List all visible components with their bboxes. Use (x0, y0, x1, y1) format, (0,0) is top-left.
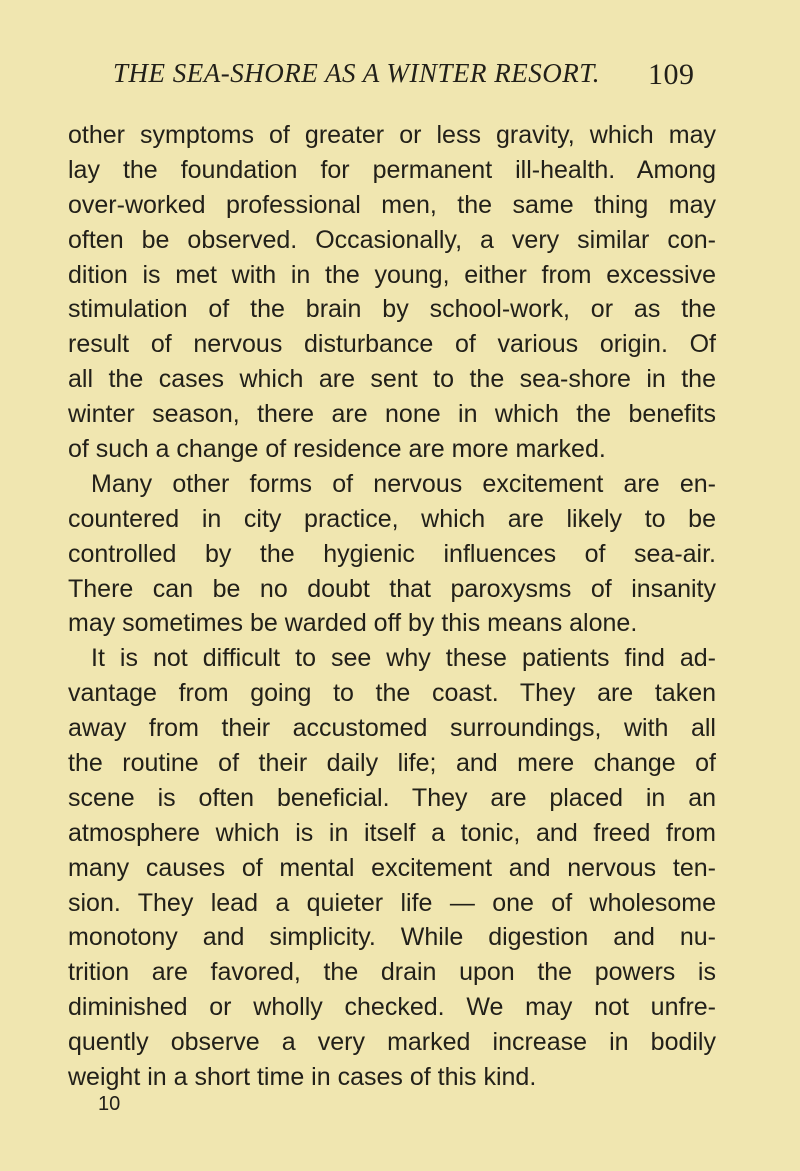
text-line: over-worked professional men, the same thing may (68, 190, 716, 219)
text-line: quently observe a very marked increase in bodily (68, 1028, 716, 1057)
text-line: may sometimes be warded off by this means alone. (68, 609, 638, 638)
text-line: monotony and simplicity. While digestion and nu- (68, 923, 716, 952)
text-line: other symptoms of greater or less gravity, which may (68, 121, 716, 149)
text-line: There can be no doubt that paroxysms of insanity (68, 574, 716, 603)
text-line: the routine of their daily life; and mere change of (68, 749, 716, 778)
text-line: dition is met with in the young, either from excessive (68, 260, 716, 289)
text-line: It is not difficult to see why these patients find ad- (91, 644, 716, 673)
text-line: weight in a short time in cases of this kind. (68, 1063, 537, 1092)
text-line: vantage from going to the coast. They are taken (68, 679, 716, 708)
text-line: lay the foundation for permanent ill-health. Among (68, 155, 716, 184)
text-line: scene is often beneficial. They are placed in an (68, 783, 716, 812)
text-line: controlled by the hygienic influences of sea-air. (68, 539, 716, 568)
text-line: sion. They lead a quieter life — one of wholesome (68, 888, 716, 917)
text-line: Many other forms of nervous excitement are en- (91, 469, 716, 498)
running-head (113, 58, 713, 98)
text-line: all the cases which are sent to the sea-shore in the (68, 365, 716, 394)
text-line: of such a change of residence are more marked. (68, 435, 606, 464)
page-number: 109 (648, 58, 695, 91)
text-line: atmosphere which is in itself a tonic, and freed from (68, 818, 716, 847)
text-line: many causes of mental excitement and nervous ten- (68, 853, 716, 882)
text-line: winter season, there are none in which the benefits (68, 400, 716, 429)
running-title: THE SEA-SHORE AS A WINTER RESORT. (113, 58, 600, 88)
text-line: countered in city practice, which are likely to be (68, 504, 716, 533)
text-line: result of nervous disturbance of various origin. Of (68, 330, 716, 359)
text-line: stimulation of the brain by school-work, or as the (68, 295, 716, 324)
signature-mark: 10 (98, 1093, 121, 1115)
text-line: away from their accustomed surroundings, with all (68, 714, 716, 743)
text-line: trition are favored, the drain upon the powers is (68, 958, 716, 987)
text-line: diminished or wholly checked. We may not unfre- (68, 993, 716, 1022)
text-line: often be observed. Occasionally, a very similar con- (68, 225, 716, 254)
body-text (68, 118, 716, 1095)
